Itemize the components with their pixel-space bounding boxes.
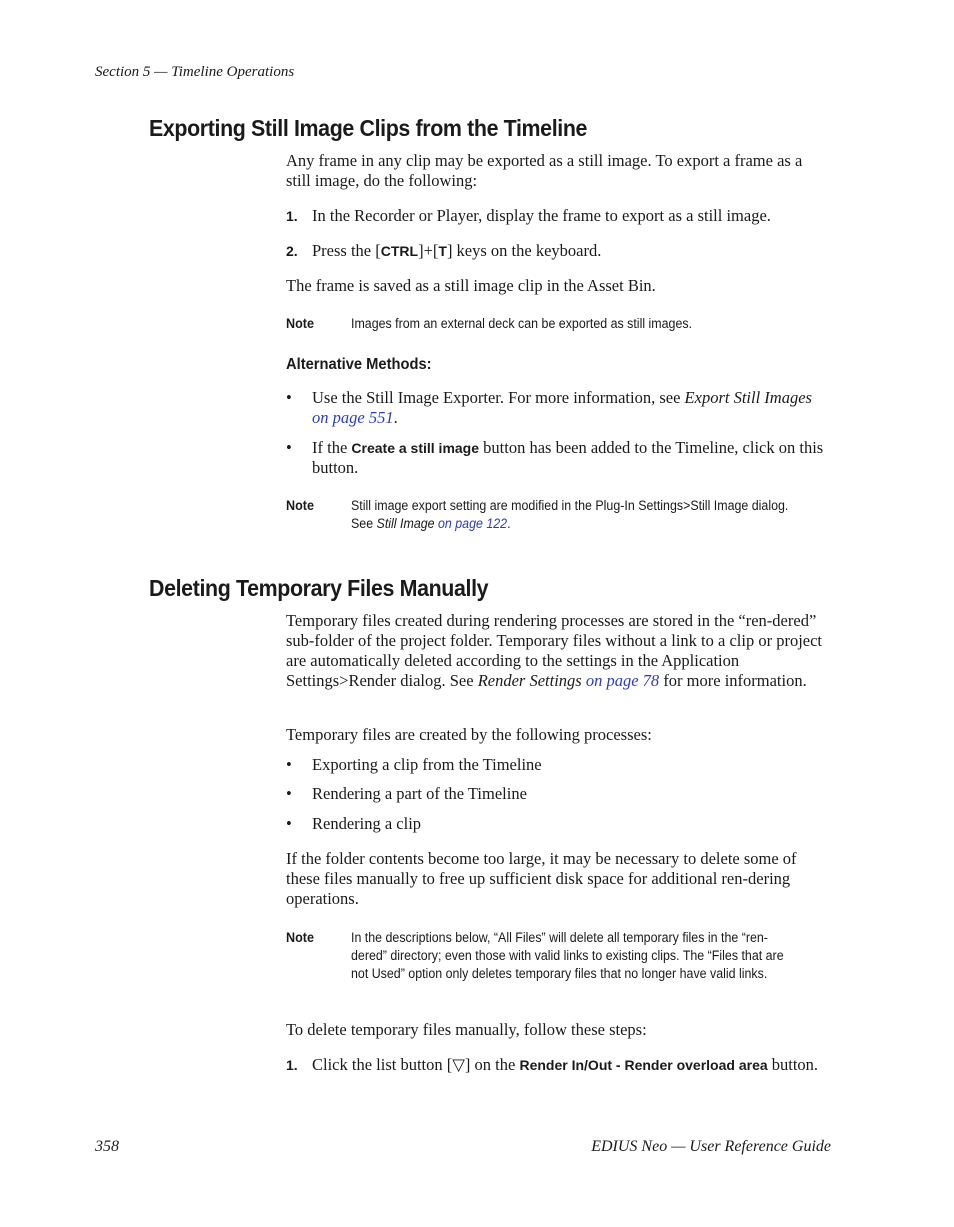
result-paragraph: The frame is saved as a still image clip in the Asset Bin. — [286, 276, 656, 295]
guide-title: EDIUS Neo — User Reference Guide — [591, 1138, 831, 1155]
step-text: In the Recorder or Player, display the frame to export as a still image. — [312, 206, 771, 225]
page-number: 358 — [95, 1138, 119, 1155]
section-title-deleting-temp-files: Deleting Temporary Files Manually — [149, 575, 489, 601]
xref-title: Render Settings — [477, 671, 582, 690]
step-text: Click the list button [▽] on the Render In/Out - Render overload area button. — [312, 1055, 819, 1074]
note-label: Note — [286, 929, 315, 945]
bullet-dot: • — [286, 814, 292, 833]
ui-element-name: Render In/Out - Render overload area — [519, 1057, 768, 1073]
bullet-dot: • — [286, 438, 292, 457]
page-link-78[interactable]: on page 78 — [585, 671, 660, 690]
note-text: Images from an external deck can be exported as still images. — [351, 316, 693, 331]
delete-steps-intro: To delete temporary files manually, follow these steps: — [286, 1020, 647, 1039]
temp-files-paragraph: Temporary files created during rendering processes are stored in the “ren-dered” sub-folder of the project folder. Temporary files without a link to a clip or project are automatically deleted according to the settings in the Application Settings>Render dialog. See Render Settings on page 78 for more information. — [286, 611, 823, 690]
step-number: 1. — [286, 1057, 298, 1073]
bullet-dot: • — [286, 388, 292, 407]
intro-paragraph: Any frame in any clip may be exported as a still image. To export a frame as a still image, do the following: — [286, 151, 803, 190]
bullet-text: Rendering a part of the Timeline — [312, 784, 527, 803]
note-label: Note — [286, 315, 315, 331]
step-number: 1. — [286, 208, 298, 224]
key-t: T — [438, 243, 447, 259]
running-head: Section 5 — Timeline Operations — [95, 64, 295, 80]
bullet-dot: • — [286, 784, 292, 803]
key-ctrl: CTRL — [380, 243, 419, 259]
folder-size-paragraph: If the folder contents become too large, it may be necessary to delete some of these files manually to free up sufficient disk space for additional ren-dering operations. — [286, 849, 797, 908]
note-label: Note — [286, 497, 315, 513]
xref-title: Still Image — [376, 516, 435, 531]
processes-intro: Temporary files are created by the following processes: — [286, 725, 652, 744]
bullet-text: Use the Still Image Exporter. For more information, see Export Still Images on page 551. — [312, 388, 812, 427]
bullet-text: Rendering a clip — [312, 814, 422, 833]
step-number: 2. — [286, 243, 298, 259]
note-text: In the descriptions below, “All Files” will delete all temporary files in the “ren-dered” directory; even those with valid links to existing clips. The “Files that are not Used” option only deletes temporary files that no longer have valid links. — [351, 930, 784, 981]
section-title-exporting-still-images: Exporting Still Image Clips from the Timeline — [149, 115, 588, 141]
alternative-methods-heading: Alternative Methods: — [286, 356, 432, 373]
note-text: Still image export setting are modified in the Plug-In Settings>Still Image dialog. See Still Image on page 122. — [351, 498, 789, 531]
xref-title: Export Still Images — [684, 388, 812, 407]
bullet-text: Exporting a clip from the Timeline — [312, 755, 542, 774]
bullet-dot: • — [286, 755, 292, 774]
step-text: Press the [CTRL]+[T] keys on the keyboard. — [312, 241, 602, 260]
ui-element-name: Create a still image — [351, 440, 480, 456]
page-link-122[interactable]: on page 122 — [438, 516, 508, 531]
page-link-551[interactable]: on page 551 — [312, 408, 394, 427]
bullet-text: If the Create a still image button has been added to the Timeline, click on this button. — [312, 438, 824, 477]
